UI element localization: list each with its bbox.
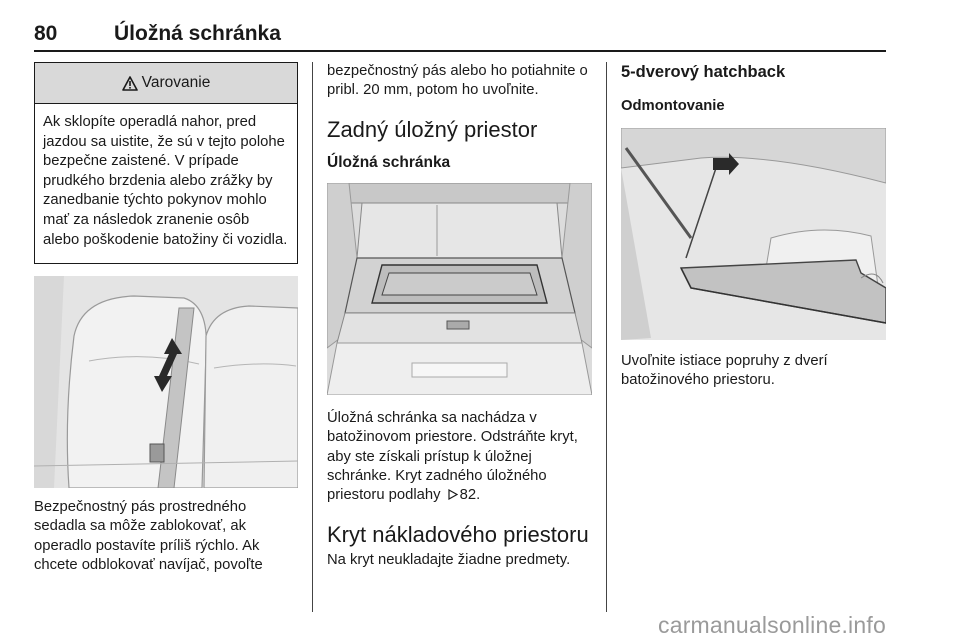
continued-paragraph: bezpečnostný pás alebo ho potiahnite o pribl. 20 mm, potom ho uvoľnite. bbox=[327, 63, 588, 99]
column-divider-2 bbox=[606, 62, 607, 612]
page-number: 80 bbox=[34, 22, 58, 45]
watermark: carmanualsonline.info bbox=[658, 612, 886, 638]
seat-belt-paragraph: Bezpečnostný pás prostredného sedadla sa môže zablokovať, ak operadlo postavíte príliš rýchlo. Ak chcete odblokovať navíjač, povoľte bbox=[34, 499, 263, 574]
page-reference[interactable]: 82. bbox=[459, 487, 481, 504]
warning-header bbox=[35, 63, 297, 104]
warning-triangle-icon bbox=[122, 76, 138, 91]
column-1 bbox=[34, 62, 298, 576]
page-header bbox=[34, 22, 886, 52]
storage-compartment-illustration bbox=[327, 183, 592, 395]
column-2 bbox=[327, 62, 592, 570]
cargo-cover-removal-illustration bbox=[621, 128, 886, 340]
removal-subheading: Odmontovanie bbox=[621, 98, 725, 114]
section-heading: Zadný úložný priestor bbox=[327, 116, 538, 142]
storage-subheading: Úložná schránka bbox=[327, 153, 451, 171]
column-3 bbox=[621, 62, 886, 391]
warning-title: Varovanie bbox=[141, 74, 211, 91]
warning-text: Ak sklopíte operadlá nahor, pred jazdou sa uistite, že sú v tejto polohe bezpečne zaistené. V prípade prudkého brzdenia alebo zrážky by zanedbanie týchto pokynov mohlo mať za následok zranenie osôb alebo poškodenie batožiny či vozidla. bbox=[43, 114, 288, 248]
storage-paragraph bbox=[327, 409, 592, 506]
column-divider-1 bbox=[312, 62, 313, 612]
rear-seat-belt-illustration bbox=[34, 276, 298, 488]
hatchback-heading: 5-dverový hatchback bbox=[621, 63, 786, 81]
warning-box bbox=[34, 62, 298, 264]
storage-paragraph-text: Úložná schránka sa nachádza v batožinovom priestore. Odstráňte kryt, aby ste získali prístup k úložnej schránke. Kryt zadného úložného priestoru podlahy bbox=[327, 409, 578, 504]
page-reference-icon bbox=[448, 489, 458, 500]
removal-paragraph: Uvoľnite istiace popruhy z dverí batožinového priestoru. bbox=[621, 353, 828, 389]
cargo-cover-paragraph: Na kryt neukladajte žiadne predmety. bbox=[327, 551, 571, 568]
header-rule bbox=[34, 50, 886, 52]
page-title: Úložná schránka bbox=[114, 22, 281, 45]
cargo-cover-heading: Kryt nákladového priestoru bbox=[327, 521, 589, 547]
